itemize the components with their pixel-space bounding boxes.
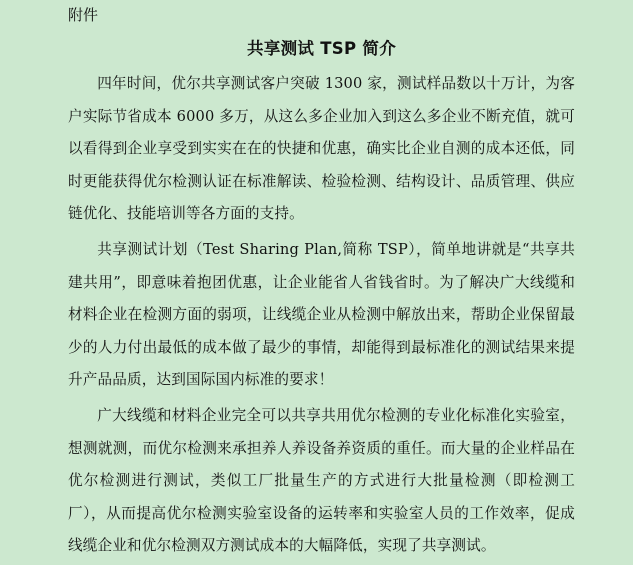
- paragraph-1: 四年时间，优尔共享测试客户突破 1300 家，测试样品数以十万计，为客户实际节省成本 6000 多万，从这么多企业加入到这么多企业不断充值，就可以看得到企业享受到实实在在的快捷和优惠，确实比企业自测的成本还低，同时更能获得优尔检测认证在标准解读、检验检测、结构设计、品质管理、供应链优化、技能培训等各方面的支持。: [68, 75, 575, 223]
- attachment-label: 附件: [68, 6, 99, 24]
- paragraph-3: 广大线缆和材料企业完全可以共享共用优尔检测的专业化标准化实验室，想测就测，而优尔检测来承担养人养设备养资质的重任。而大量的企业样品在优尔检测进行测试，类似工厂批量生产的方式进行大批量检测（即检测工厂），从而提高优尔检测实验室设备的运转率和实验室人员的工作效率，促成线缆企业和优尔检测双方测试成本的大幅降低，实现了共享测试。: [68, 406, 575, 555]
- paragraph-2: 共享测试计划（Test Sharing Plan,简称 TSP），简单地讲就是“共享共建共用”，即意味着抱团优惠，让企业能省人省钱省时。为了解决广大线缆和材料企业在检测方面的弱项，让线缆企业从检测中解放出来，帮助企业保留最少的人力付出最低的成本做了最少的事情，却能得到最标准化的测试结果来提升产品品质，达到国际国内标准的要求！: [68, 240, 575, 389]
- document-title: 共享测试 TSP 简介: [246, 39, 397, 58]
